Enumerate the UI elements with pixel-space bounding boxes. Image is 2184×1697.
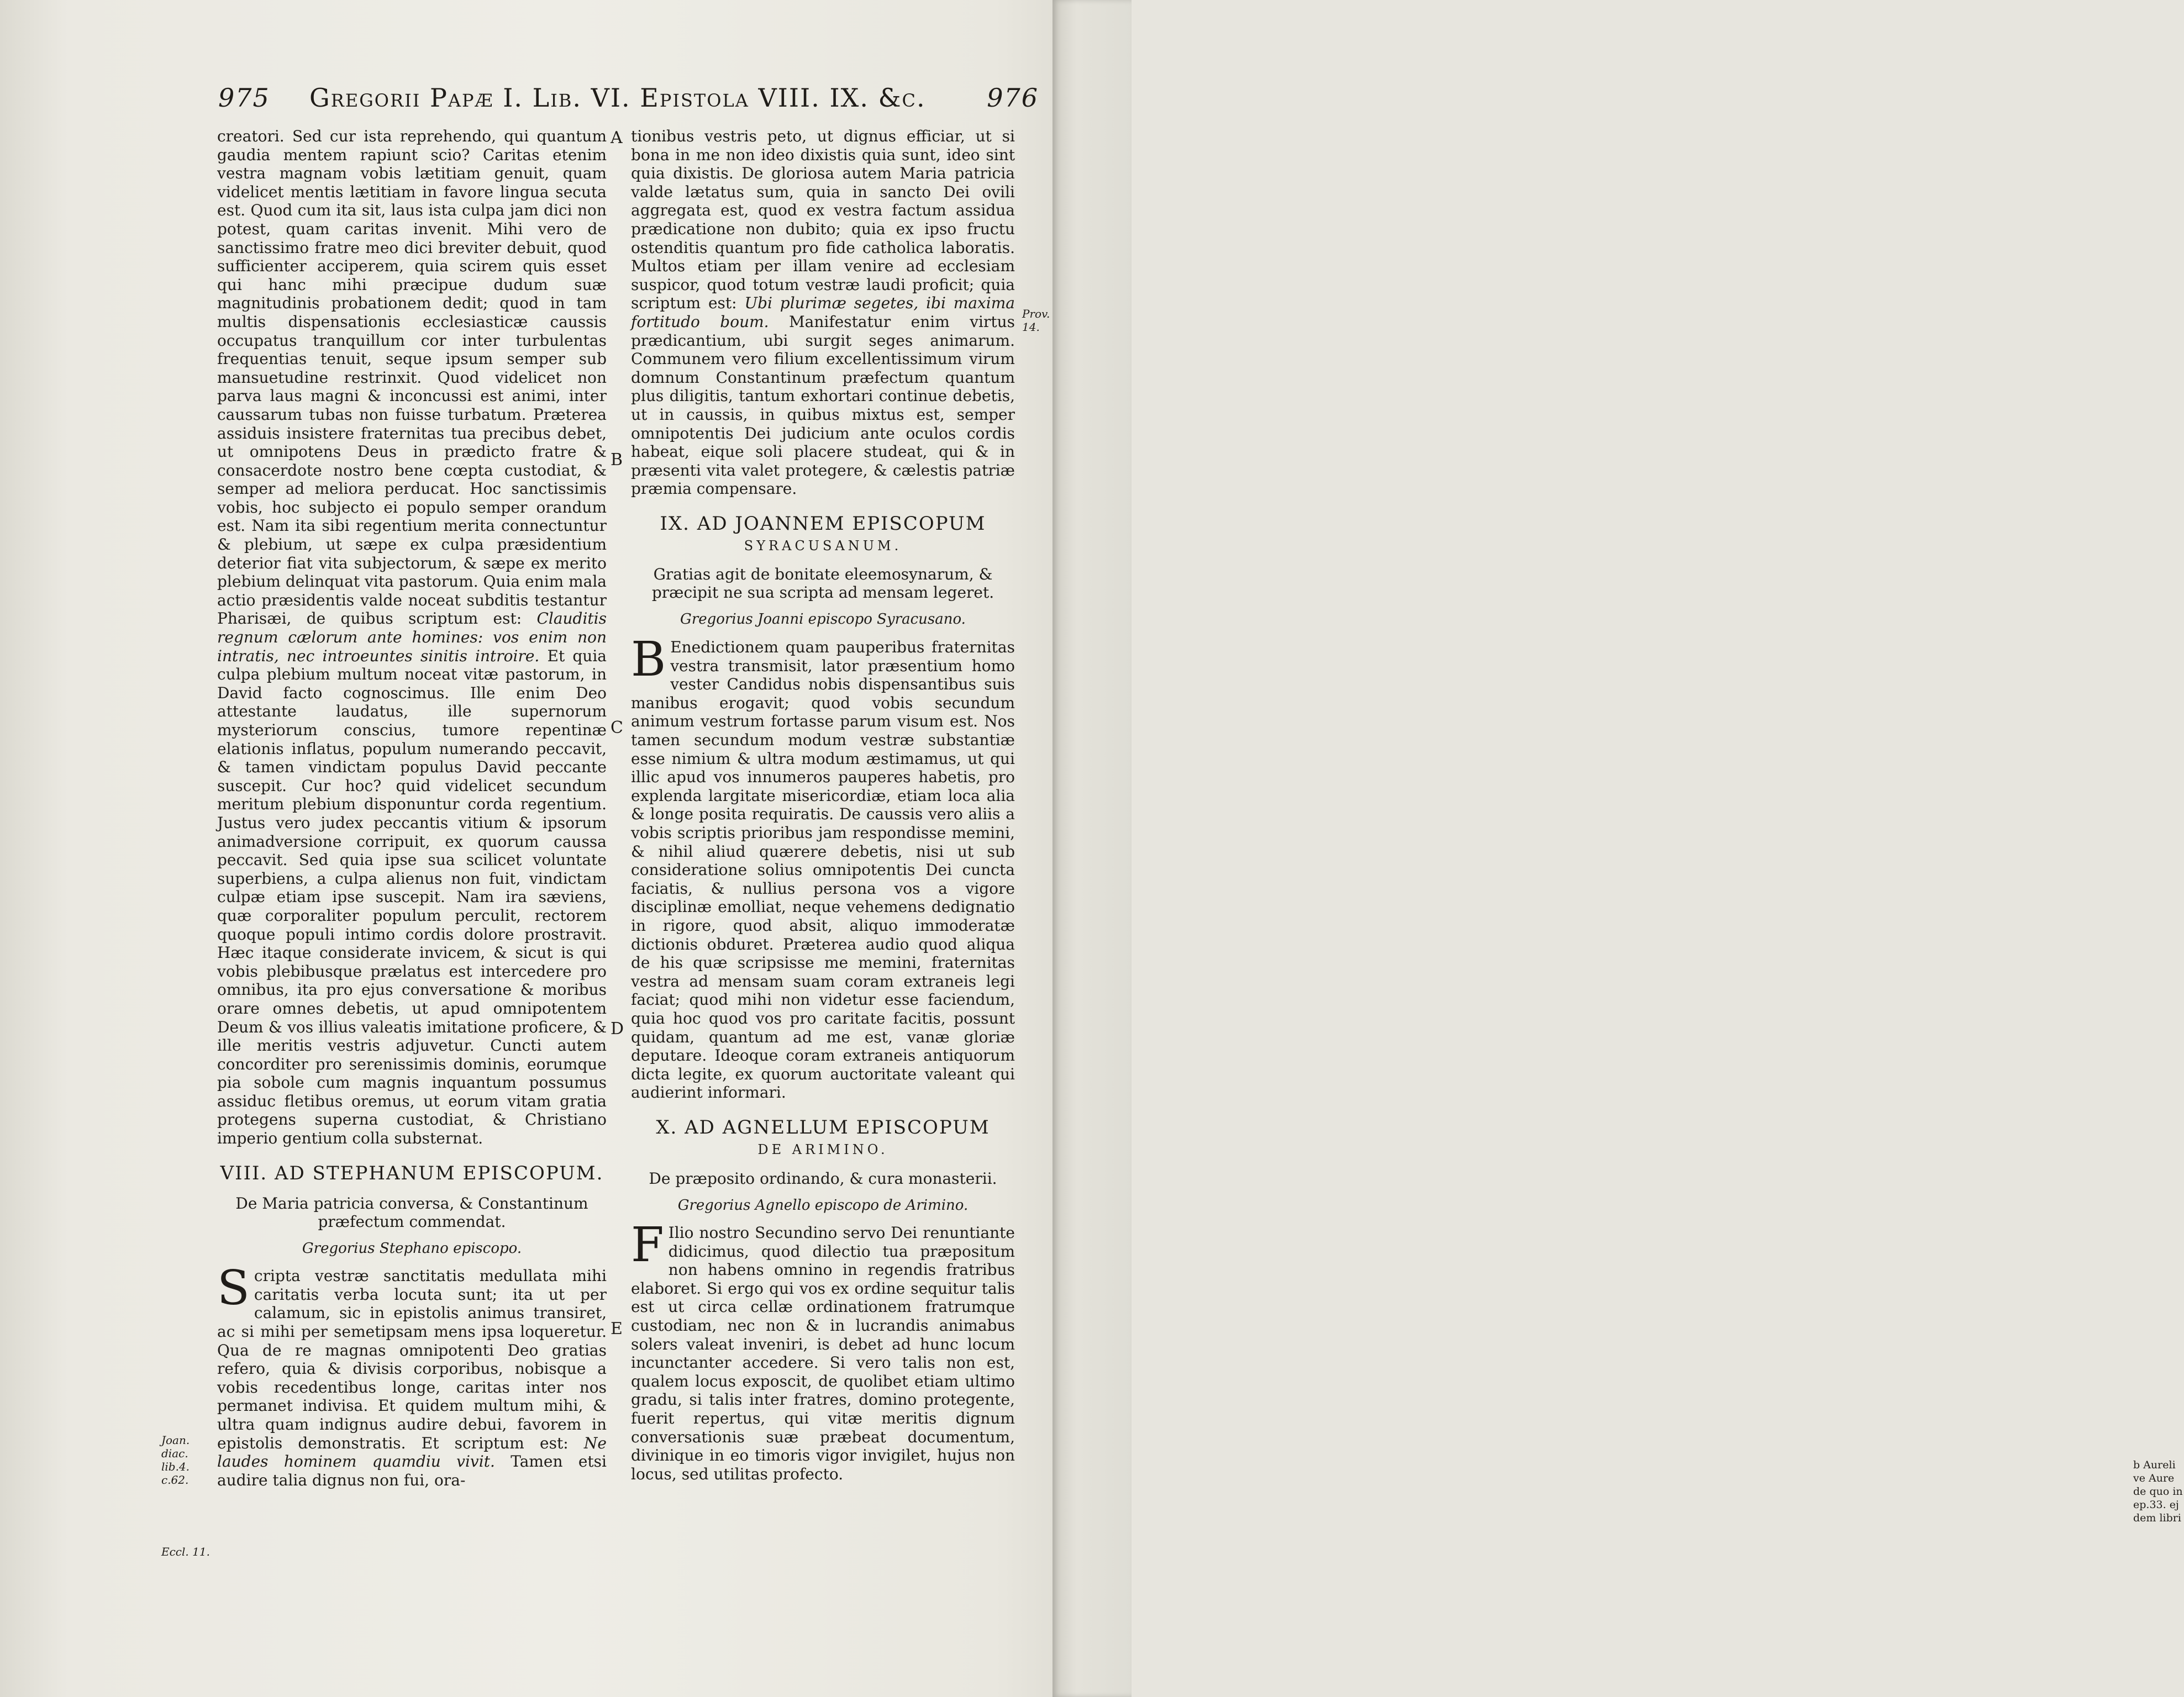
section-summary: Gratias agit de bonitate eleemosynarum, & præcipit ne sua scripta ad mensam legeret. [651, 565, 994, 602]
salutation: Gregorius Stephano episcopo. [302, 1240, 522, 1257]
paragraph: S cripta vestræ sanctitatis medullata mihi caritatis verba locuta sunt; ita ut per calamum, sic in epistolis animus transiret, ac si mihi per semetipsam mens ipsa loqueretur. Qua de re magnas omnipotenti Deo gratias refero, quia & divisis corporibus, nobisque a vobis recedentibus longe, caritas inter nos permanet indivisa. Et quidem multum mihi, & ultra quam indignus audire debui, favorem in epistolis demonstratis. Et scriptum est: Ne laudes hominem quamdiu vivit. Tamen etsi audire talia dignus non fui, ora- [217, 1261, 607, 1489]
section-subheading: SYRACUSANUM. [744, 537, 902, 554]
margin-note-eccl: Eccl. 11. [161, 1545, 210, 1558]
margin-letter-a: A [611, 128, 623, 147]
page-number-right: 976 [987, 83, 1039, 113]
drop-cap: S [217, 1261, 250, 1316]
section-summary: De præposito ordinando, & cura monasterii. [649, 1169, 997, 1188]
margin-letter-e: E [611, 1319, 623, 1338]
section-subheading: DE ARIMINO. [757, 1141, 888, 1157]
paragraph: creatori. Sed cur ista reprehendo, qui quantum gaudia mentem rapiunt scio? Caritas etenim vestra magnam vobis lætitiam genuit, quam videlicet mentis lætitiam in favore lingua secuta est. Quod cum ita sit, laus ista culpa jam dici non potest, quam caritas invenit. Mihi vero de sanctissimo fratre meo dici breviter debuit, quod sufficienter acciperem, quia scirem quis esset qui hanc mihi præcipue dudum suæ magnitudinis probationem dedit; quod in tam multis dispensationis ecclesiasticæ caussis occupatus tranquillum cor inter turbulentas frequentias tenuit, seque ipsum semper sub mansuetudine restrinxit. Quod videlicet non parva laus magni & inconcussi est animi, inter caussarum tubas non fuisse turbatum. Præterea assiduis insistere fraternitas tua precibus debet, ut omnipotens Deus in prædicto fratre & consacerdote nostro bene cœpta custodiat, & semper ad meliora perducat. Hoc sanctissimis vobis, hoc subjecto ei populo semper orandum est. Nam ita sibi regentium merita connectuntur & plebium, ut sæpe ex culpa præsidentium deterior fiat vita subjectorum, & sæpe ex merito plebium delinquat vita pastorum. Quia enim mala actio præsidentis valde noceat subditis testantur Pharisæi, de quibus scriptum est: Clauditis regnum cælorum ante homines: vos enim non intratis, nec introeuntes sinitis introire. Et quia culpa plebium multum noceat vitæ pastorum, in David facto cognoscimus. Ille enim Deo attestante laudatus, ille supernorum mysteriorum conscius, tumore repentinæ elationis inflatus, populum numerando peccavit, & tamen vindictam populus David peccante suscepit. Cur hoc? quid videlicet secundum meritum plebium disponuntur corda regentium. Justus vero judex peccantis vitium & ipsorum animadversione corripuit, ex quorum caussa peccavit. Sed quia ipse sua scilicet voluntate superbiens, a culpa alienus non fuit, vindictam culpæ etiam ipse suscepit. Nam ira sæviens, quæ corporaliter populum perculit, rectorem quoque populi intimo cordis dolore prostravit. Hæc itaque considerate invicem, & sicut is qui vobis plebibusque prælatus est intercedere pro omnibus, ita pro ejus conversatione & moribus orare omnes debetis, ut apud omnipotentem Deum & vos illius valeatis imitatione proficere, & ille meritis vestris adjuvetur. Cuncti autem concorditer pro serenissimis dominis, eorumque pia sobole cum magnis inquantum possumus assiduc fletibus oremus, ut eorum vitam gratia protegens superna custodiat, & Christiano imperio gentium colla substernat. [217, 127, 607, 1148]
running-title: Gregorii Papæ I. Lib. VI. Epistola VIII. IX. &c. [309, 83, 926, 113]
margin-letter-c: C [611, 718, 623, 737]
drop-cap: B [631, 632, 666, 688]
right-column [631, 127, 1015, 1483]
section-heading-x: X. AD AGNELLUM EPISCOPUM [656, 1116, 990, 1139]
drop-cap: F [631, 1218, 664, 1273]
next-page-edge [1052, 0, 2183, 1697]
salutation: Gregorius Agnello episcopo de Arimino. [677, 1197, 969, 1214]
left-column [217, 127, 607, 1489]
margin-letter-b: B [611, 450, 623, 470]
section-summary: De Maria patricia conversa, & Constantinum præfectum commendat. [235, 1194, 588, 1231]
scripture-quote: Clauditis regnum cælorum ante homines: vos enim non intratis, nec introeuntes sinitis introire. [217, 609, 607, 665]
margin-note-joan: Joan. diac. lib.4. c.62. [161, 1434, 190, 1487]
scripture-quote: Ne laudes hominem quamdiu vivit. [217, 1434, 607, 1471]
margin-note-prov: Prov. 14. [1022, 307, 1050, 334]
page-number-left: 975 [218, 83, 270, 113]
section-heading-viii: VIII. AD STEPHANUM EPISCOPUM. [220, 1162, 604, 1184]
paragraph: tionibus vestris peto, ut dignus efficiar, ut si bona in me non ideo dixistis quia sunt, ideo sint quia dixistis. De gloriosa autem Maria patricia valde lætatus sum, quia in sancto Dei ovili aggregata est, quod ex vestra factum assidua prædicatione non dubito; quia ex ipso fructu ostenditis quantum pro fide catholica laboratis. Multos etiam per illam venire ad ecclesiam suspicor, quod totum vestræ laudi proficit; quia scriptum est: Ubi plurimæ segetes, ibi maxima fortitudo boum. Manifestatur enim virtus prædicantium, ubi surgit seges animarum. Communem vero filium excellentissimum virum domnum Constantinum præfectum quantum plus diligitis, tantum exhortari continue debetis, ut in caussis, in quibus mixtus est, semper omnipotentis Dei judicium ante oculos cordis habeat, eique soli placere studeat, qui & in præsenti vita valet protegere, & cælestis patriæ præmia compensare. [631, 127, 1015, 498]
salutation: Gregorius Joanni episcopo Syracusano. [680, 611, 966, 628]
paragraph: F Ilio nostro Secundino servo Dei renuntiante didicimus, quod dilectio tua præpositum non habens omnino in regendis fratribus elaboret. Si ergo qui vos ex ordine sequitur talis est ut circa cellæ ordinationem fratrumque custodiam, nec non & in lucrandis animabus solers valeat inveniri, is debet ad hunc locum incunctanter accedere. Si vero talis non est, qualem locus exposcit, de quolibet etiam ultimo gradu, si talis inter fratres, domino protegente, fuerit repertus, qui vitæ meritis dignum conversationis suæ præbeat documentum, divinique in eo timoris vigor invigilet, hujus non locus, sed utilitas profecto. [631, 1218, 1015, 1483]
margin-letter-d: D [611, 1019, 624, 1039]
running-header [218, 83, 1039, 127]
paragraph: B Enedictionem quam pauperibus fraternitas vestra transmisit, lator præsentium homo vester Candidus nobis dispensantibus suis manibus erogavit; quod vobis secundum animum vestrum fortasse parum visum est. Nos tamen secundum modum vestræ substantiæ esse nimium & ultra modum æstimamus, ut qui illic apud vos innumeros pauperes habetis, pro explenda largitate misericordiæ, etiam loca alia & longe posita requiratis. De caussis vero aliis a vobis scriptis prioribus jam respondisse memini, & nihil aliud quærere debetis, nisi ut sub consideratione solius omnipotentis Dei cuncta faciatis, & nullius persona vos a vigore disciplinæ emolliat, neque vehemens dedignatio in rigore, quod absit, aliquo immoderatæ dictionis obduret. Præterea audio quod aliqua de his quæ scripsisse me memini, fraternitas vestra ad mensam suam coram extraneis legi faciat; quod mihi non videtur esse faciendum, quia hoc quod vos pro caritate facitis, possunt quidam, quantum ad me est, vanæ gloriæ deputare. Ideoque coram extraneis antiquorum dicta legite, ex quorum auctoritate valeant qui audierint informari. [631, 632, 1015, 1102]
scripture-quote: Ubi plurimæ segetes, ibi maxima fortitudo boum. [631, 294, 1015, 331]
gutter-footnote: b Aureli ve Aure de quo in ep.33. ej dem libri [2133, 1459, 2183, 1524]
section-heading-ix: IX. AD JOANNEM EPISCOPUM [660, 512, 986, 535]
